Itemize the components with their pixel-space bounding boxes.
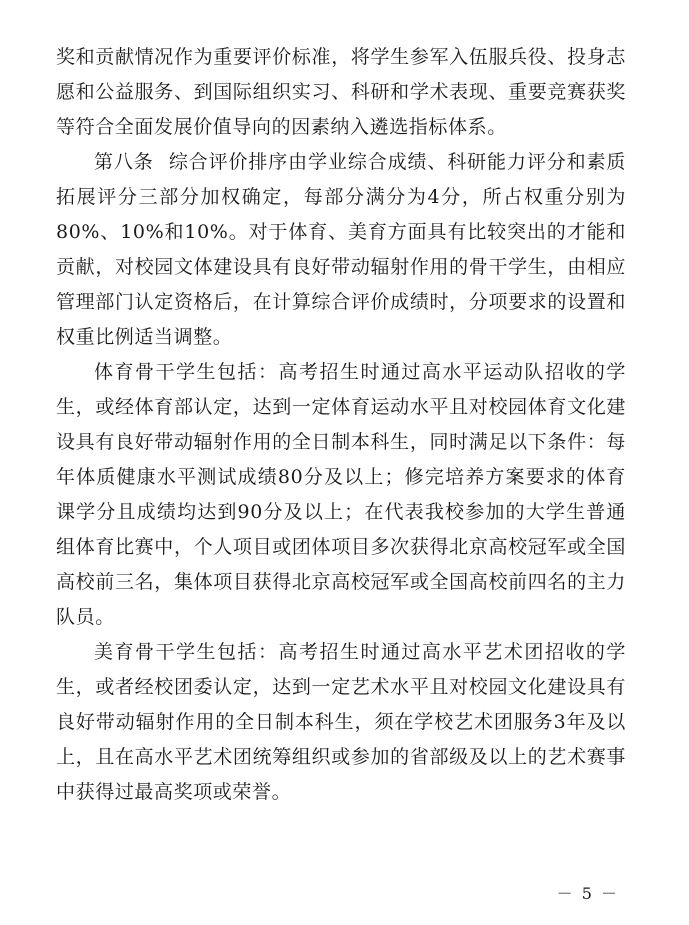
page-number: － 5 － <box>556 884 619 903</box>
document-body <box>56 40 626 810</box>
article-label: 第八条 <box>94 151 154 173</box>
paragraph-continuation: 奖和贡献情况作为重要评价标准，将学生参军入伍服兵役、投身志愿和公益服务、到国际组织实习、科研和学术表现、重要竞赛获奖等符合全面发展价值导向的因素纳入遴选指标体系。 <box>56 46 626 138</box>
article-8-text: 综合评价排序由学业综合成绩、科研能力评分和素质拓展评分三部分加权确定，每部分满分为4分，所占权重分别为80%、10%和10%。对于体育、美育方面具有比较突出的才能和贡献，对校园文体建设具有良好带动辐射作用的骨干学生，由相应管理部门认定资格后，在计算综合评价成绩时，分项要求的设置和权重比例适当调整。 <box>56 151 626 348</box>
paragraph-arts-students: 美育骨干学生包括：高考招生时通过高水平艺术团招收的学生，或者经校团委认定，达到一定艺术水平且对校园文化建设具有良好带动辐射作用的全日制本科生，须在学校艺术团服务3年及以上，且在高水平艺术团统筹组织或参加的省部级及以上的艺术赛事中获得过最高奖项或荣誉。 <box>56 641 626 803</box>
paragraph-sports-students: 体育骨干学生包括：高考招生时通过高水平运动队招收的学生，或经体育部认定，达到一定体育运动水平且对校园体育文化建设具有良好带动辐射作用的全日制本科生，同时满足以下条件：每年体质健康水平测试成绩80分及以上；修完培养方案要求的体育课学分且成绩均达到90分及以上；在代表我校参加的大学生普通组体育比赛中，个人项目或团体项目多次获得北京高校冠军或全国高校前三名，集体项目获得北京高校冠军或全国高校前四名的主力队员。 <box>56 361 626 628</box>
paragraph-article-8 <box>56 145 626 355</box>
